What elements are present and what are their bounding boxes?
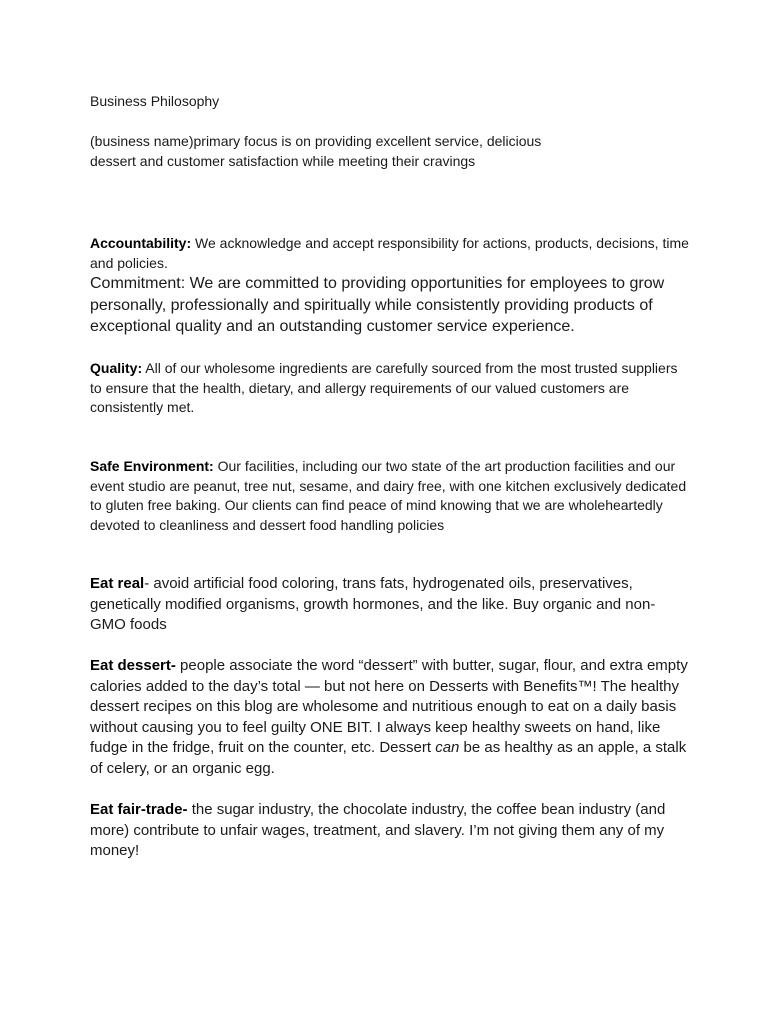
eat-fair-trade-text: the sugar industry, the chocolate industry, the coffee bean industry (and more) contribute to unfair wages, treatment, and slavery. I’m not giving them any of my money! [90,801,666,859]
commitment-text: : We are committed to providing opportunities for employees to grow personally, professionally and spiritually while consistently providing products of exceptional quality and an outstanding customer service experience. [90,275,665,335]
safe-environment-text: Our facilities, including our two state of the art production facilities and our event studio are peanut, tree nut, sesame, and dairy free, with one kitchen exclusively dedicated to gluten free baking. Our clients can find peace of mind knowing that we are wholeheartedly devoted to cleanliness and dessert food handling policies [90,458,687,533]
quality-text: All of our wholesome ingredients are carefully sourced from the most trusted suppliers to ensure that the health, dietary, and allergy requirements of our valued customers are consistently met. [90,360,678,415]
eat-dessert-text-before: people associate the word “dessert” with butter, sugar, flour, and extra empty calories added to the day’s total — but not here on Desserts with Benefits™! The healthy dessert recipes on this blog are wholesome and nutritious enough to eat on a daily basis without causing you to feel guilty ONE BIT. I always keep healthy sweets on hand, like fudge in the fridge, fruit on the counter, etc. Dessert [90,657,688,756]
eat-dessert-label: Eat dessert- [90,657,176,674]
eat-dessert-text-after: be as healthy as an apple, a stalk of celery, or an organic egg. [90,739,687,777]
intro-line-2: dessert and customer satisfaction while meeting their cravings [90,152,476,169]
eat-dessert-emphasis: can [435,739,460,756]
commitment-label: Commitment [90,275,181,292]
safe-environment-paragraph [90,457,690,535]
safe-environment-label: Safe Environment: [90,458,214,474]
intro-paragraph [90,132,690,171]
commitment-paragraph [90,273,690,338]
document-title: Business Philosophy [90,93,220,109]
quality-paragraph [90,359,690,418]
intro-line-1: (business name)primary focus is on providing excellent service, delicious [90,133,542,149]
eat-real-label: Eat real [90,575,145,592]
accountability-text: We acknowledge and accept responsibility for actions, products, decisions, time and policies. [90,235,689,271]
eat-real-paragraph [90,574,690,636]
eat-fair-trade-paragraph [90,800,690,862]
quality-label: Quality: [90,360,143,376]
eat-real-text: - avoid artificial food coloring, trans fats, hydrogenated oils, preservatives, genetically modified organisms, growth hormones, and the like. Buy organic and non-GMO foods [90,575,656,633]
accountability-paragraph [90,234,690,273]
eat-fair-trade-label: Eat fair-trade- [90,801,188,818]
accountability-label: Accountability: [90,235,192,251]
eat-dessert-paragraph [90,656,690,779]
